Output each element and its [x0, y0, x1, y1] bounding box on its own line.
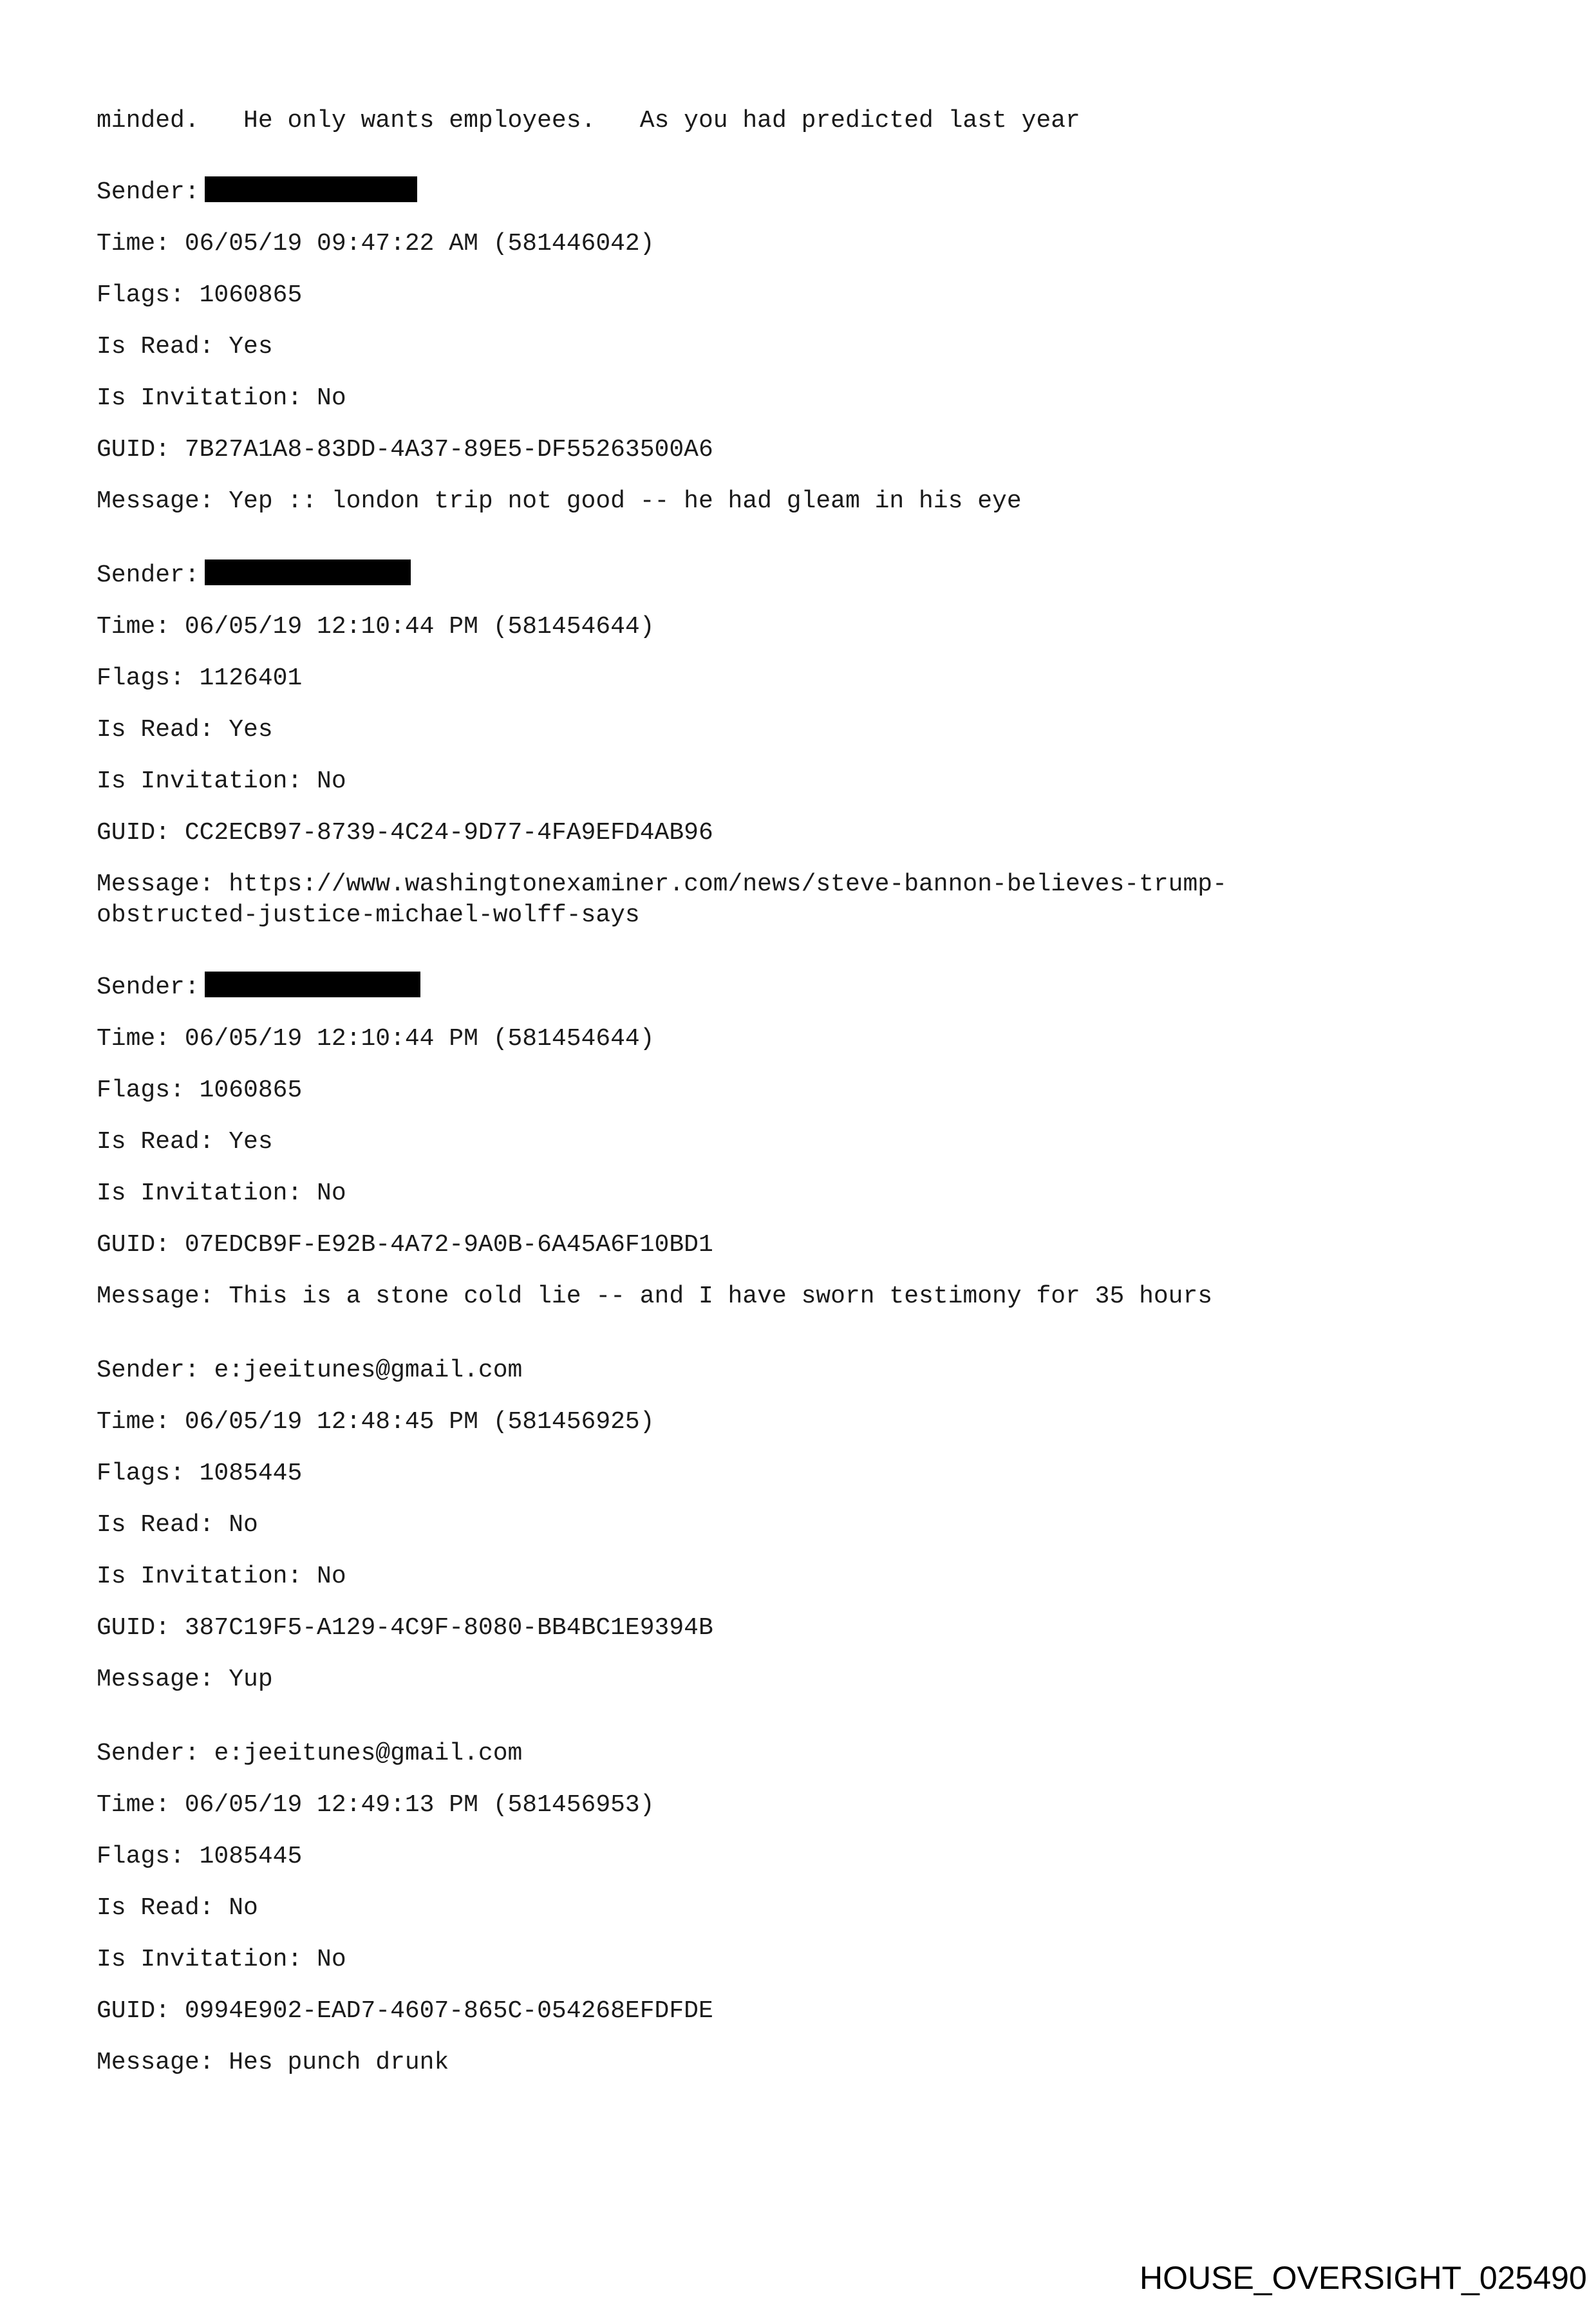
message-line-continuation: obstructed-justice-michael-wolff-says — [97, 901, 640, 929]
time-line: Time: 06/05/19 12:49:13 PM (581456953) — [97, 1791, 655, 1819]
sender-label: Sender: — [97, 561, 200, 589]
sender-line — [97, 560, 1513, 591]
is-read-line: Is Read: No — [97, 1894, 258, 1922]
sender-label: Sender: — [97, 1740, 200, 1767]
flags-line: Flags: 1126401 — [97, 664, 303, 692]
flags-line: Flags: 1060865 — [97, 1076, 303, 1104]
is-invitation-line: Is Invitation: No — [97, 384, 346, 412]
redaction-bar — [205, 176, 417, 202]
time-line: Time: 06/05/19 12:10:44 PM (581454644) — [97, 613, 655, 641]
sender-label: Sender: — [97, 178, 200, 206]
time-line: Time: 06/05/19 09:47:22 AM (581446042) — [97, 230, 655, 258]
flags-line: Flags: 1085445 — [97, 1460, 303, 1487]
sender-label: Sender: — [97, 973, 200, 1001]
time-line: Time: 06/05/19 12:10:44 PM (581454644) — [97, 1025, 655, 1053]
flags-line: Flags: 1085445 — [97, 1843, 303, 1870]
time-line: Time: 06/05/19 12:48:45 PM (581456925) — [97, 1408, 655, 1436]
message-line: Message: Yup — [97, 1666, 273, 1693]
redaction-bar — [205, 972, 420, 997]
guid-line: GUID: 7B27A1A8-83DD-4A37-89E5-DF55263500A6 — [97, 436, 713, 464]
guid-line: GUID: CC2ECB97-8739-4C24-9D77-4FA9EFD4AB96 — [97, 819, 713, 847]
redaction-bar — [205, 559, 411, 585]
sender-line — [97, 1355, 1513, 1386]
is-read-line: Is Read: Yes — [97, 1128, 273, 1156]
sender-line — [97, 177, 1513, 208]
sender-value: e:jeeitunes@gmail.com — [214, 1740, 523, 1767]
intro-line: minded. He only wants employees. As you had predicted last year — [97, 107, 1080, 135]
sender-line — [97, 972, 1513, 1003]
is-read-line: Is Read: Yes — [97, 716, 273, 744]
sender-label: Sender: — [97, 1357, 200, 1384]
message-line: Message: This is a stone cold lie -- and I have sworn testimony for 35 hours — [97, 1283, 1213, 1310]
is-invitation-line: Is Invitation: No — [97, 1563, 346, 1590]
is-invitation-line: Is Invitation: No — [97, 1946, 346, 1973]
sender-value: e:jeeitunes@gmail.com — [214, 1357, 523, 1384]
guid-line: GUID: 07EDCB9F-E92B-4A72-9A0B-6A45A6F10BD1 — [97, 1231, 713, 1259]
bates-number: HOUSE_OVERSIGHT_025490 — [1140, 2260, 1587, 2296]
message-line: Message: Yep :: london trip not good -- he had gleam in his eye — [97, 487, 1022, 515]
is-read-line: Is Read: No — [97, 1511, 258, 1539]
flags-line: Flags: 1060865 — [97, 281, 303, 309]
guid-line: GUID: 0994E902-EAD7-4607-865C-054268EFDFDE — [97, 1997, 713, 2025]
is-invitation-line: Is Invitation: No — [97, 767, 346, 795]
sender-line — [97, 1738, 1513, 1769]
is-read-line: Is Read: Yes — [97, 333, 273, 361]
is-invitation-line: Is Invitation: No — [97, 1180, 346, 1207]
message-line: Message: Hes punch drunk — [97, 2049, 449, 2076]
message-line: Message: https://www.washingtonexaminer.com/news/steve-bannon-believes-trump- — [97, 870, 1227, 898]
guid-line: GUID: 387C19F5-A129-4C9F-8080-BB4BC1E9394B — [97, 1614, 713, 1642]
